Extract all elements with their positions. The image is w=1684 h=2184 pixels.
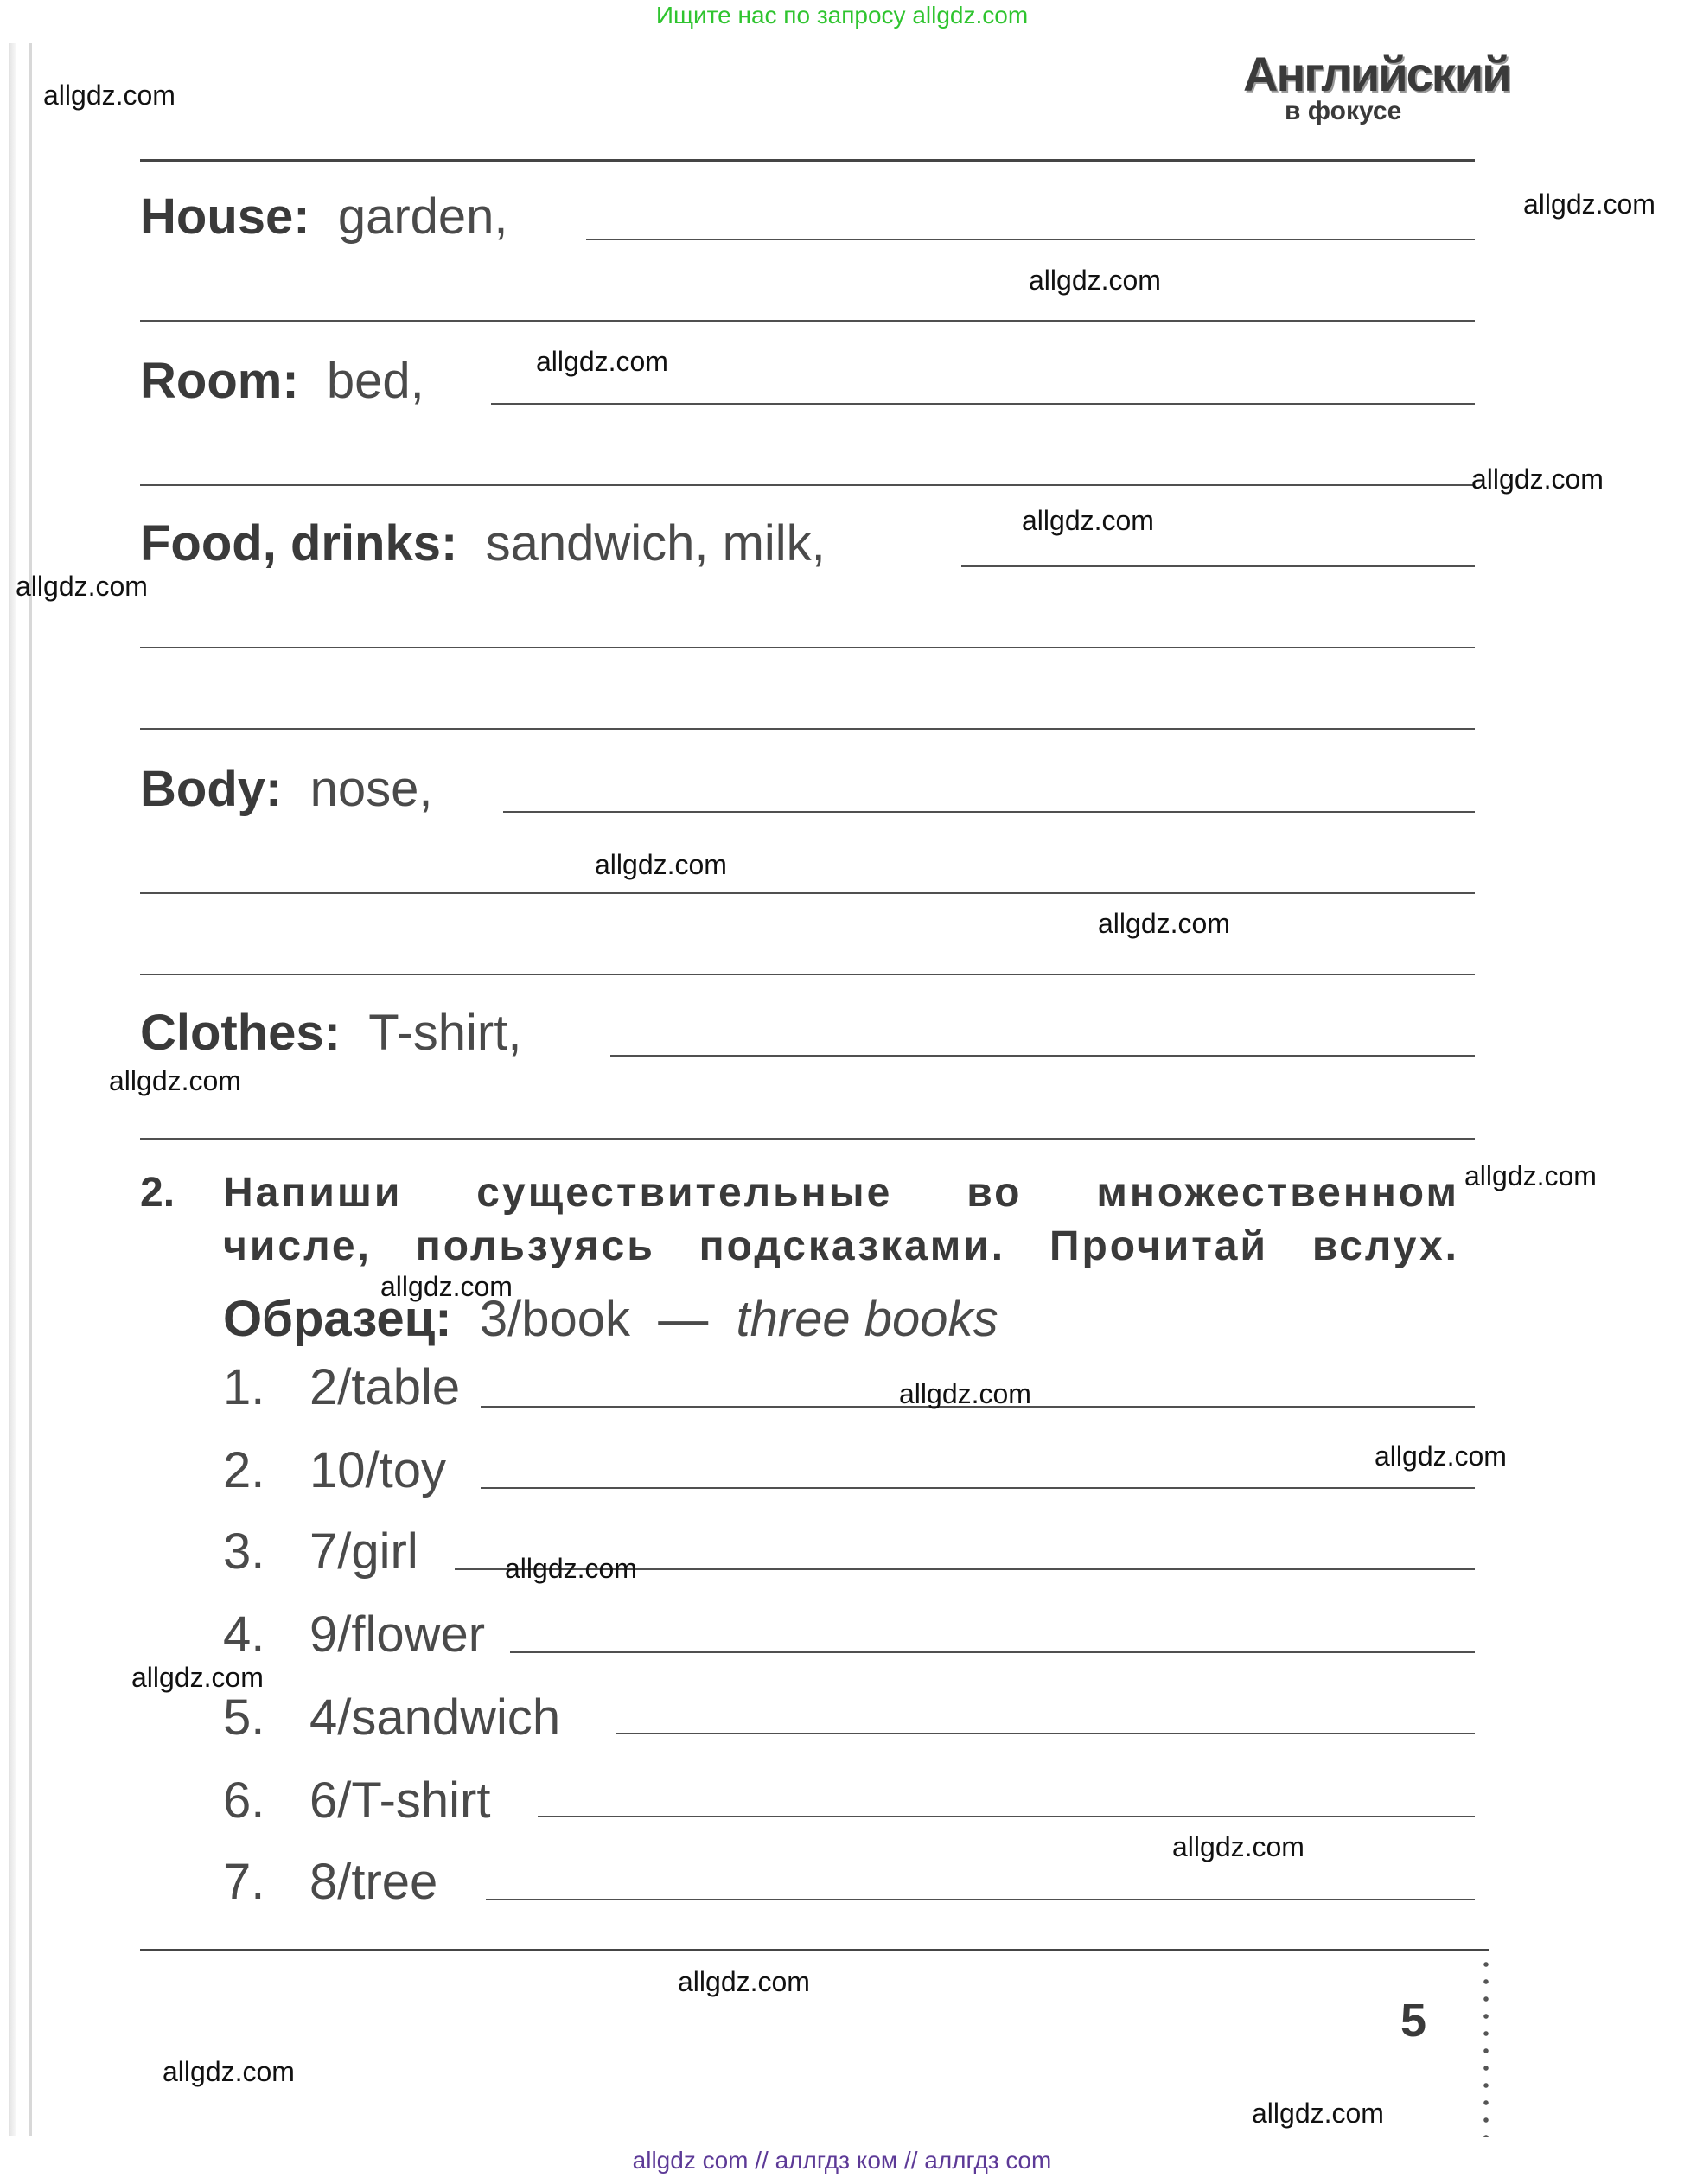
item-prompt: 10/toy: [309, 1442, 446, 1498]
item-number: 1.: [223, 1359, 265, 1415]
watermark[interactable]: allgdz.com: [536, 346, 668, 377]
item-prompt: 8/tree: [309, 1854, 438, 1910]
list-item: [223, 1689, 561, 1746]
answer-line[interactable]: [503, 811, 1475, 813]
answer-line[interactable]: [538, 1816, 1475, 1817]
category-clothes: [140, 1005, 522, 1061]
page-edge-dots: [1483, 1956, 1489, 2137]
item-prompt: 7/girl: [309, 1523, 418, 1580]
list-item: [223, 1523, 418, 1580]
answer-line[interactable]: [140, 892, 1475, 894]
watermark[interactable]: allgdz.com: [1252, 2098, 1384, 2129]
list-item: [223, 1772, 491, 1829]
watermark[interactable]: allgdz.com: [16, 571, 148, 602]
book-logo: [1243, 47, 1510, 137]
list-item: [223, 1606, 486, 1663]
task-example: [223, 1291, 998, 1347]
example-label: Образец:: [223, 1291, 452, 1347]
watermark[interactable]: allgdz.com: [380, 1271, 513, 1302]
example-dash: —: [658, 1291, 709, 1347]
item-number: 7.: [223, 1854, 265, 1910]
category-label: Room:: [140, 353, 299, 409]
watermark[interactable]: allgdz.com: [1029, 265, 1161, 296]
answer-line[interactable]: [140, 484, 1475, 486]
watermark[interactable]: allgdz.com: [1172, 1831, 1304, 1862]
header-rule: [140, 159, 1475, 162]
answer-line[interactable]: [510, 1651, 1475, 1653]
watermark[interactable]: allgdz.com: [43, 80, 175, 111]
item-number: 3.: [223, 1523, 265, 1580]
list-item: [223, 1854, 438, 1910]
answer-line[interactable]: [486, 1899, 1475, 1900]
answer-line[interactable]: [481, 1487, 1475, 1489]
category-room: [140, 353, 424, 409]
answer-line[interactable]: [140, 728, 1475, 730]
category-label: Food, drinks:: [140, 515, 458, 572]
category-example: sandwich, milk,: [485, 515, 826, 572]
task-instruction-line1: Напиши существительные во множественном: [223, 1170, 1459, 1216]
category-label: Clothes:: [140, 1005, 341, 1061]
page-number: 5: [1400, 1995, 1427, 2047]
answer-line[interactable]: [610, 1055, 1475, 1057]
list-item: [223, 1359, 461, 1415]
answer-line[interactable]: [586, 239, 1475, 240]
bottom-banner[interactable]: allgdz com // аллгдз ком // аллгдз com: [632, 2147, 1052, 2174]
category-house: [140, 188, 508, 245]
task-instruction-line2: числе, пользуясь подсказками. Прочитай вслух.: [223, 1223, 1459, 1269]
category-body: [140, 761, 433, 817]
watermark[interactable]: allgdz.com: [163, 2056, 295, 2087]
answer-line[interactable]: [140, 974, 1475, 975]
answer-line[interactable]: [616, 1733, 1475, 1734]
watermark[interactable]: allgdz.com: [1471, 463, 1604, 495]
item-prompt: 2/table: [309, 1359, 461, 1415]
item-number: 2.: [223, 1442, 265, 1498]
category-example: garden,: [337, 188, 508, 245]
answer-line[interactable]: [140, 320, 1475, 322]
item-prompt: 6/T-shirt: [309, 1772, 491, 1829]
logo-title: Английский: [1243, 47, 1510, 101]
category-food-drinks: [140, 515, 826, 572]
watermark[interactable]: allgdz.com: [595, 849, 727, 880]
category-example: bed,: [326, 353, 424, 409]
answer-line[interactable]: [140, 1138, 1475, 1140]
list-item: [223, 1442, 446, 1498]
example-answer: three books: [736, 1291, 998, 1347]
watermark[interactable]: allgdz.com: [1523, 188, 1655, 220]
answer-line[interactable]: [140, 647, 1475, 648]
logo-subtitle: в фокусе: [1285, 97, 1402, 125]
task-number: 2.: [140, 1170, 175, 1216]
category-example: T-shirt,: [368, 1005, 522, 1061]
watermark[interactable]: allgdz.com: [899, 1378, 1031, 1409]
item-prompt: 4/sandwich: [309, 1689, 561, 1746]
watermark[interactable]: allgdz.com: [1375, 1440, 1507, 1472]
category-label: Body:: [140, 761, 283, 817]
footer-rule: [140, 1949, 1489, 1951]
watermark[interactable]: allgdz.com: [1022, 505, 1154, 536]
item-number: 6.: [223, 1772, 265, 1829]
watermark[interactable]: allgdz.com: [1098, 908, 1230, 939]
item-number: 4.: [223, 1606, 265, 1663]
answer-line[interactable]: [491, 403, 1475, 405]
category-label: House:: [140, 188, 310, 245]
category-example: nose,: [309, 761, 433, 817]
watermark[interactable]: allgdz.com: [678, 1966, 810, 1997]
watermark[interactable]: allgdz.com: [109, 1065, 241, 1096]
watermark[interactable]: allgdz.com: [131, 1662, 264, 1693]
watermark[interactable]: allgdz.com: [1464, 1160, 1597, 1191]
item-number: 5.: [223, 1689, 265, 1746]
top-banner[interactable]: Ищите нас по запросу allgdz.com: [655, 2, 1029, 29]
example-prompt: 3/book: [479, 1291, 631, 1347]
book-spine-shadow: [9, 43, 16, 2136]
watermark[interactable]: allgdz.com: [505, 1553, 637, 1584]
answer-line[interactable]: [961, 565, 1475, 567]
item-prompt: 9/flower: [309, 1606, 486, 1663]
book-spine-edge: [29, 43, 32, 2136]
